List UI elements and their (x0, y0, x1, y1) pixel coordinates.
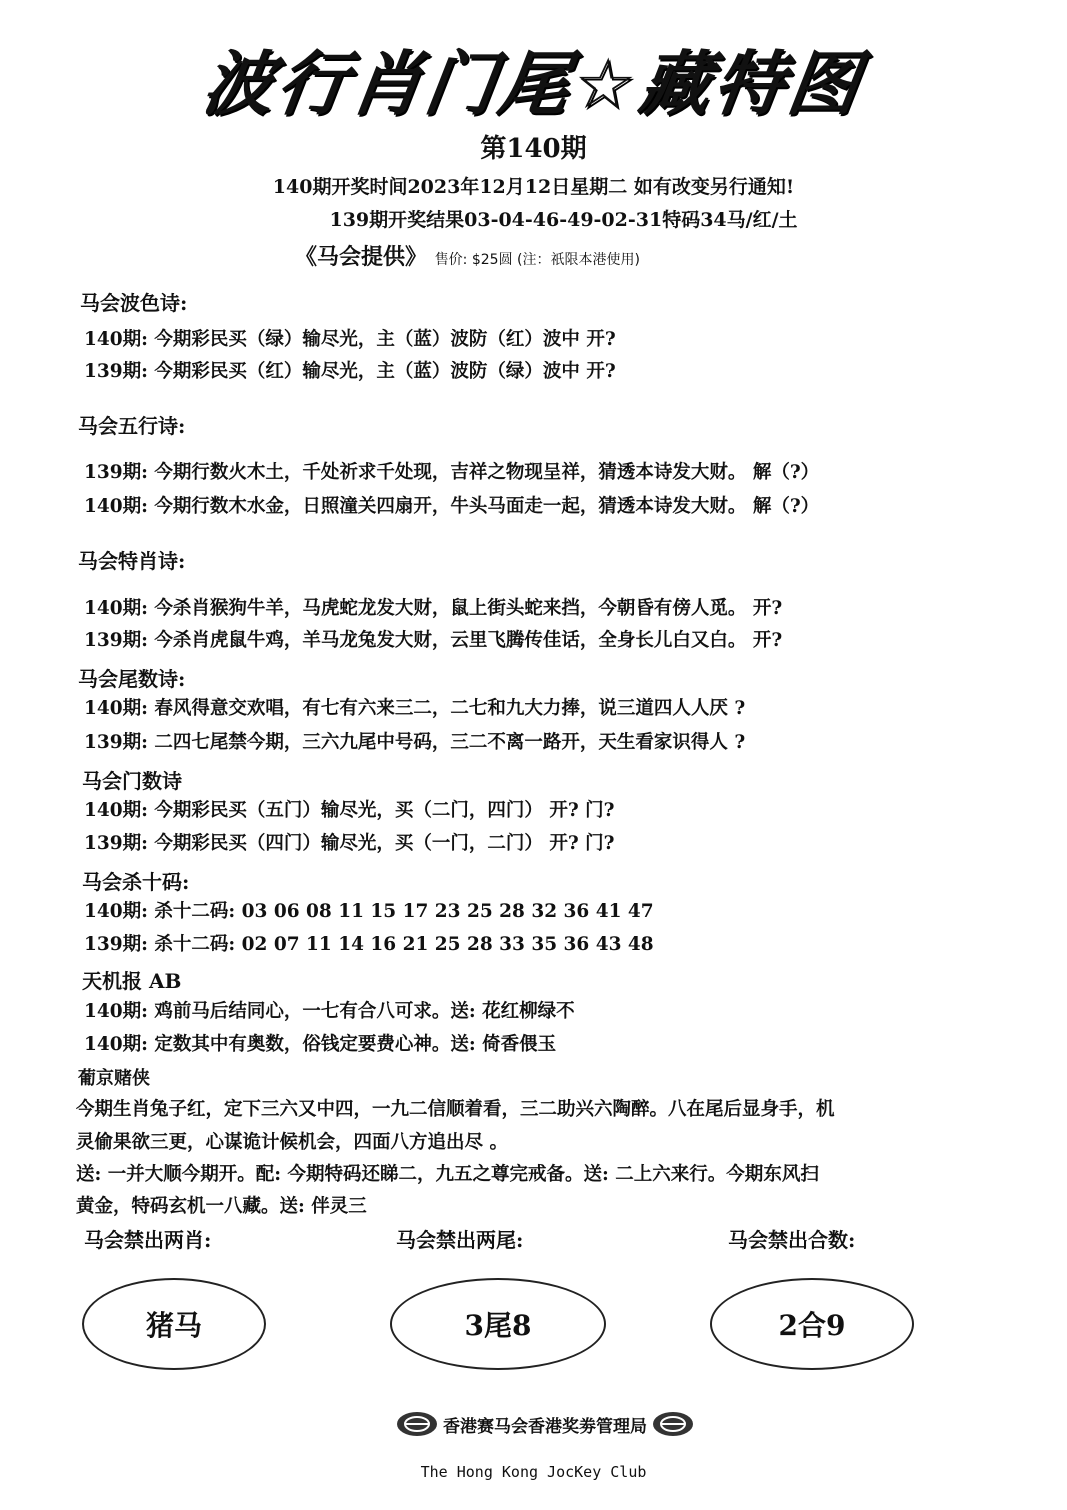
price-note: 售价: $25圆 (注：祇限本港使用) (434, 252, 640, 268)
tianji-line-2: 140期: 定数其中有奥数，俗钱定要费心神。送: 倚香偎玉 (84, 1034, 557, 1055)
footer-org-en: The Hong Kong JocKey Club (420, 1463, 647, 1481)
ban-tail-oval (390, 1278, 606, 1370)
ban-zodiac-oval (82, 1278, 266, 1370)
ban-tail-value: 3尾8 (464, 1309, 532, 1342)
section-title-kill: 马会杀十码: (82, 870, 190, 894)
section-title-tianji: 天机报 AB (82, 969, 182, 993)
zodiac-line-139: 139期: 今杀肖虎鼠牛鸡，羊马龙兔发大财，云里飞腾传佳话，全身长儿白又白。 开? (84, 630, 783, 651)
section-title-door: 马会门数诗 (82, 769, 182, 793)
ban-sum-label: 马会禁出合数: (728, 1228, 856, 1252)
page-title: 波行肖门尾☆藏特图 (197, 43, 868, 125)
tail-line-139: 139期: 二四七尾禁今期，三六九尾中号码，三二不离一路开，天生看家识得人 ? (84, 732, 746, 753)
footer-org (395, 1410, 695, 1438)
wave-line-139: 139期: 今期彩民买（红）输尽光，主（蓝）波防（绿）波中 开? (84, 361, 616, 382)
ban-tail-label: 马会禁出两尾: (396, 1228, 524, 1252)
provider-label: 《马会提供》 (295, 244, 428, 270)
footer-org-cn: 香港赛马会香港奖劵管理局 (443, 1416, 647, 1437)
door-line-140: 140期: 今期彩民买（五门）输尽光，买（二门，四门） 开? 门? (84, 800, 615, 821)
wave-line-140: 140期: 今期彩民买（绿）输尽光，主（蓝）波防（红）波中 开? (84, 329, 616, 350)
pujing-line-2: 灵偷果欲三更，心谋诡计候机会，四面八方追出尽 。 (76, 1132, 508, 1153)
draw-time: 140期开奖时间2023年12月12日星期二 如有改变另行通知! (272, 176, 795, 198)
kill-line-140: 140期: 杀十二码: 03 06 08 11 15 17 23 25 28 32 36 41 47 (84, 901, 654, 922)
section-title-pujing: 葡京赌侠 (78, 1068, 150, 1089)
section-title-zodiac: 马会特肖诗: (78, 549, 186, 573)
five-line-139: 139期: 今期行数火木土，千处祈求千处现，吉祥之物现呈祥，猜透本诗发大财。 解（?） (84, 462, 820, 483)
zodiac-line-140: 140期: 今杀肖猴狗牛羊，马虎蛇龙发大财，鼠上街头蛇来挡，今朝昏有傍人觅。 开? (84, 598, 783, 619)
previous-result: 139期开奖结果03-04-46-49-02-31特码34马/红/土 (329, 209, 798, 231)
ban-sum-value: 2合9 (778, 1309, 846, 1342)
pujing-line-3: 送: 一并大顺今期开。配: 今期特码还睇二，九五之尊完戒备。送: 二上六来行。今期东风扫 (76, 1164, 819, 1185)
issue-number: 第140期 (480, 134, 587, 164)
hkjc-logo-icon (395, 1410, 439, 1438)
ban-zodiac-label: 马会禁出两肖: (84, 1228, 212, 1252)
section-title-wave: 马会波色诗: (80, 291, 188, 315)
section-title-tail: 马会尾数诗: (78, 667, 186, 691)
pujing-line-4: 黄金，特码玄机一八藏。送: 伴灵三 (76, 1196, 367, 1217)
provider-row (295, 240, 640, 271)
tail-line-140: 140期: 春风得意交欢唱，有七有六来三二，二七和九大力捧，说三道四人人厌 ? (84, 698, 746, 719)
ban-zodiac-value: 猪马 (145, 1309, 202, 1342)
pujing-line-1: 今期生肖兔子红，定下三六又中四，一九二信顺着看，三二助兴六陶醉。八在尾后显身手，机 (76, 1099, 835, 1120)
five-line-140: 140期: 今期行数木水金，日照潼关四扇开，牛头马面走一起，猜透本诗发大财。 解（?） (84, 496, 820, 517)
section-title-five: 马会五行诗: (78, 414, 186, 438)
kill-line-139: 139期: 杀十二码: 02 07 11 14 16 21 25 28 33 35 36 43 48 (84, 934, 654, 955)
ban-sum-oval (710, 1278, 914, 1370)
door-line-139: 139期: 今期彩民买（四门）输尽光，买（一门，二门） 开? 门? (84, 833, 615, 854)
hkjc-logo-icon-right (651, 1410, 695, 1438)
tianji-line-1: 140期: 鸡前马后结同心，一七有合八可求。送: 花红柳绿不 (84, 1001, 575, 1022)
